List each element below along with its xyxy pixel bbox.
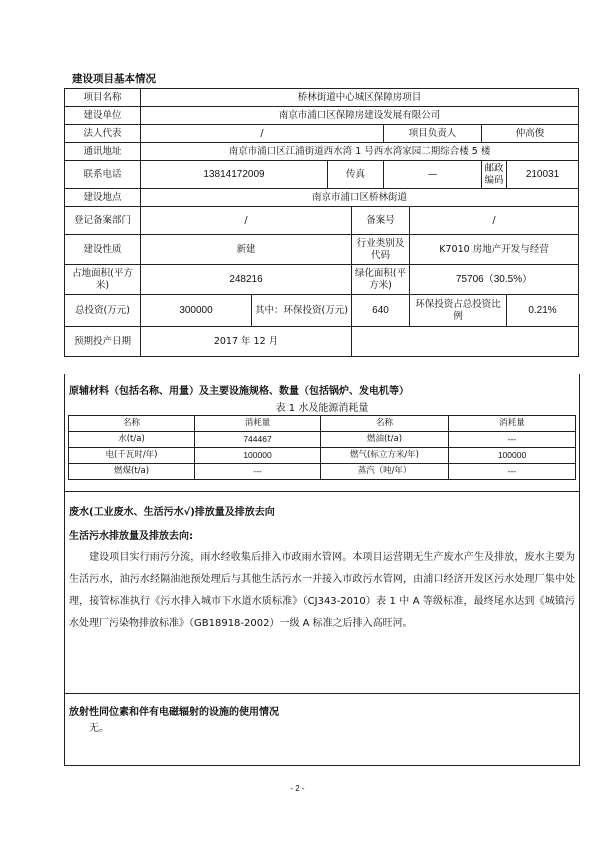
- energy-header-name-2: 名称: [321, 416, 449, 432]
- radiation-heading: 放射性同位素和伴有电磁辐射的设施的使用情况: [69, 707, 279, 718]
- total-investment-label: 总投资(万元): [65, 295, 141, 327]
- energy-item-name: 蒸汽（吨/年）: [321, 464, 449, 480]
- start-date-label: 预期投产日期: [65, 327, 141, 357]
- green-area-label: 绿化面积(平方米): [352, 265, 410, 295]
- table-row: [69, 448, 576, 464]
- energy-header-name-1: 名称: [69, 416, 195, 432]
- postcode-value: 210031: [507, 161, 579, 189]
- project-name-label: 项目名称: [65, 89, 141, 107]
- builder-label: 建设单位: [65, 107, 141, 125]
- materials-heading: 原辅材料（包括名称、用量）及主要设施规格、数量（包括锅炉、发电机等）: [69, 386, 409, 397]
- fax-label: 传真: [328, 161, 384, 189]
- location-value: 南京市浦口区桥林街道: [141, 189, 579, 207]
- energy-table-caption: 表 1 水及能源消耗量: [275, 403, 369, 414]
- reg-dept-value: /: [141, 207, 352, 235]
- energy-item-name: 燃气(标立方米/年): [321, 448, 449, 464]
- industry-label: 行业类别及代码: [352, 235, 410, 265]
- energy-item-name: 燃煤(t/a): [69, 464, 195, 480]
- address-value: 南京市浦口区江浦街道西水湾 1 号西水湾家园二期综合楼 5 楼: [141, 143, 579, 161]
- energy-item-amount: ---: [449, 464, 576, 480]
- radiation-section: [64, 693, 580, 766]
- land-area-label: 占地面积(平方米): [65, 265, 141, 295]
- energy-item-amount: 744467: [195, 432, 321, 448]
- phone-label: 联系电话: [65, 161, 141, 189]
- total-investment-value: 300000: [141, 295, 252, 327]
- nature-value: 新建: [141, 235, 352, 265]
- energy-consumption-table: [68, 415, 576, 480]
- radiation-body: 无。: [89, 723, 109, 734]
- env-investment-label: 其中：环保投资(万元): [252, 295, 352, 327]
- env-investment-value: 640: [352, 295, 410, 327]
- legal-rep-label: 法人代表: [65, 125, 141, 143]
- fax-value: —: [384, 161, 482, 189]
- reg-no-value: /: [410, 207, 579, 235]
- energy-item-amount: ---: [449, 432, 576, 448]
- materials-section: [64, 374, 580, 492]
- industry-value: K7010 房地产开发与经营: [410, 235, 579, 265]
- wastewater-section: [64, 491, 580, 694]
- energy-header-amount-1: 消耗量: [195, 416, 321, 432]
- start-date-value: 2017 年 12 月: [141, 327, 352, 357]
- land-area-value: 248216: [141, 265, 352, 295]
- builder-value: 南京市浦口区保障房建设发展有限公司: [141, 107, 579, 125]
- nature-label: 建设性质: [65, 235, 141, 265]
- phone-value: 13814172009: [141, 161, 328, 189]
- energy-item-name: 燃油(t/a): [321, 432, 449, 448]
- energy-item-name: 电(千瓦时/年): [69, 448, 195, 464]
- legal-rep-value: /: [141, 125, 384, 143]
- wastewater-subheading: 生活污水排放量及排放去向:: [69, 531, 193, 542]
- page-title: 建设项目基本情况: [72, 73, 156, 85]
- energy-item-amount: ---: [195, 464, 321, 480]
- wastewater-body: 建设项目实行雨污分流，雨水经收集后排入市政雨水管网。本项目运营期无生产废水产生及排放，废水主要为生活污水，油污水经隔油池预处理后与其他生活污水一并接入市政污水管网，由浦口经济开发区污水处理厂集中处理，接管标准执行《污水排入城市下水道水质标准》（CJ343-2010）表 1 中 A 等级标准，最终尾水达到《城镇污水处理厂污染物排放标准》（GB18918-2002）一级 A 标准之后排入高旺河。: [69, 552, 575, 629]
- energy-item-name: 水(t/a): [69, 432, 195, 448]
- manager-value: 仲高俊: [482, 125, 579, 143]
- wastewater-heading: 废水(工业废水、生活污水√)排放量及排放去向: [69, 507, 275, 518]
- env-ratio-label: 环保投资占总投资比例: [410, 295, 507, 327]
- green-area-value: 75706（30.5%）: [410, 265, 579, 295]
- reg-no-label: 备案号: [352, 207, 410, 235]
- postcode-label: 邮政编码: [482, 161, 507, 189]
- address-label: 通讯地址: [65, 143, 141, 161]
- table-row: [69, 432, 576, 448]
- manager-label: 项目负责人: [384, 125, 482, 143]
- basic-info-table: [64, 88, 579, 357]
- energy-item-amount: 100000: [449, 448, 576, 464]
- reg-dept-label: 登记备案部门: [65, 207, 141, 235]
- location-label: 建设地点: [65, 189, 141, 207]
- env-ratio-value: 0.21%: [507, 295, 579, 327]
- energy-header-amount-2: 消耗量: [449, 416, 576, 432]
- energy-item-amount: 100000: [195, 448, 321, 464]
- project-name-value: 桥林街道中心城区保障房项目: [141, 89, 579, 107]
- table-row: [69, 464, 576, 480]
- start-date-blank: [352, 327, 579, 357]
- page-number: - 2 -: [290, 784, 305, 793]
